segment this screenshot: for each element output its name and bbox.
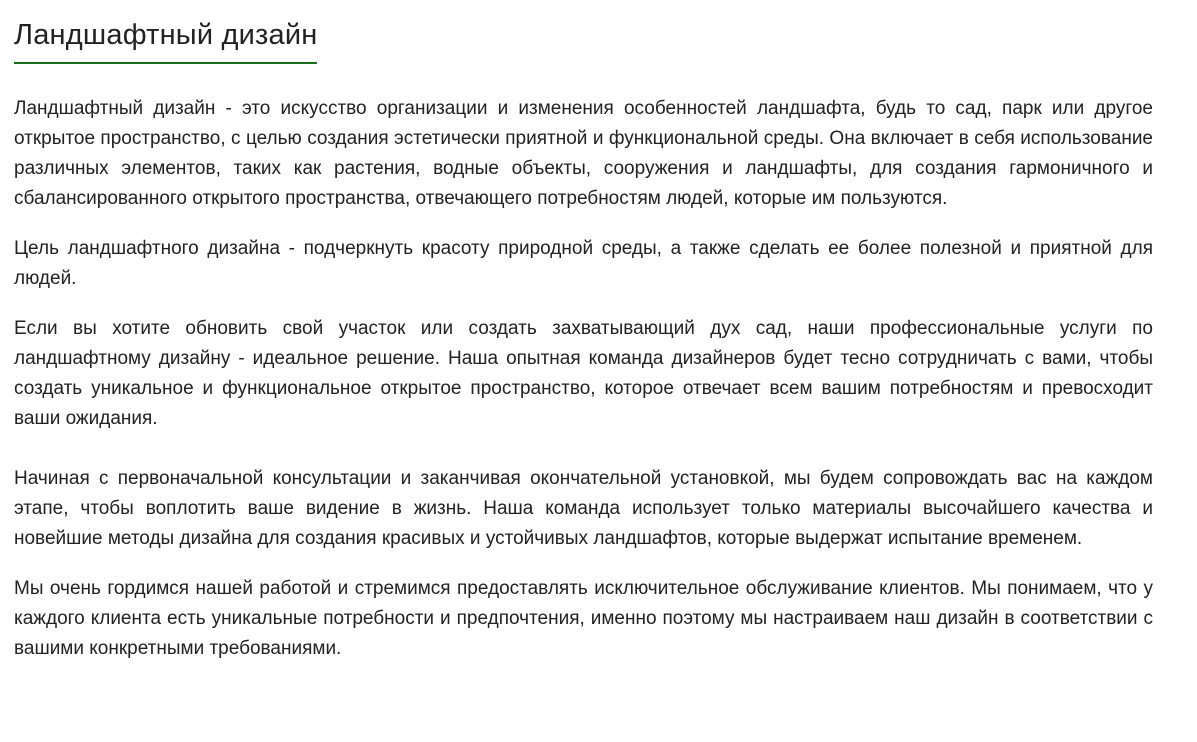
paragraph-services: Если вы хотите обновить свой участок или создать захватывающий дух сад, наши профессиональные услуги по ландшафтному дизайну - идеальное решение. Наша опытная команда дизайнеров будет тесно сотрудничать с вами, чтобы создать уникальное и функциональное открытое пространство, которое отвечает всем вашим потребностям и превосходит ваши ожидания. <box>14 318 1153 429</box>
paragraph-goal: Цель ландшафтного дизайна - подчеркнуть красоту природной среды, а также сделать ее более полезной и приятной для людей. <box>14 238 1153 289</box>
article-content <box>14 94 1153 664</box>
paragraph-process: Начиная с первоначальной консультации и заканчивая окончательной установкой, мы будем сопровождать вас на каждом этапе, чтобы воплотить ваше видение в жизнь. Наша команда использует только материалы высочайшего качества и новейшие методы дизайна для создания красивых и устойчивых ландшафтов, которые выдержат испытание временем. <box>14 468 1153 549</box>
paragraph-service-quality: Мы очень гордимся нашей работой и стремимся предоставлять исключительное обслуживание клиентов. Мы понимаем, что у каждого клиента есть уникальные потребности и предпочтения, именно поэтому мы настраиваем наш дизайн в соответствии с вашими конкретными требованиями. <box>14 578 1153 659</box>
page-title: Ландшафтный дизайн <box>14 19 318 51</box>
paragraph-intro: Ландшафтный дизайн - это искусство организации и изменения особенностей ландшафта, будь то сад, парк или другое открытое пространство, с целью создания эстетически приятной и функциональной среды. Она включает в себя использование различных элементов, таких как растения, водные объекты, сооружения и ландшафты, для создания гармоничного и сбалансированного открытого пространства, отвечающего потребностям людей, которые им пользуются. <box>14 98 1153 209</box>
page-title-container <box>14 0 317 64</box>
